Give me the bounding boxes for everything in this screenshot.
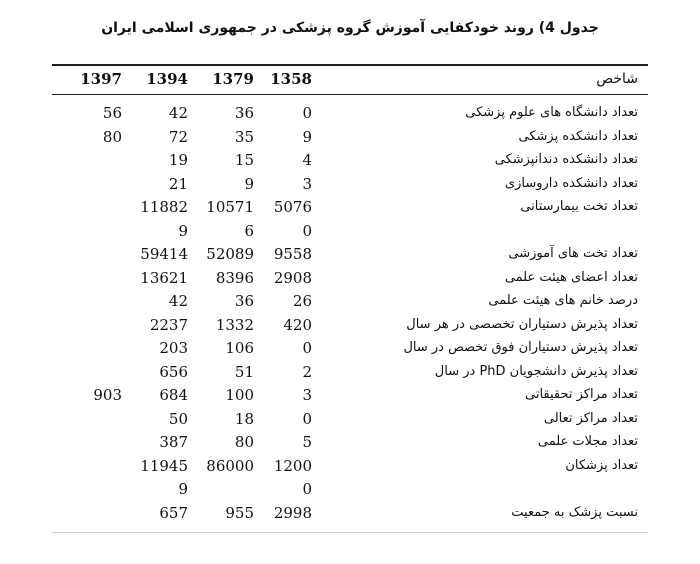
row-label: تعداد مجلات علمی <box>537 434 638 449</box>
cell-1358: 5 <box>302 433 312 451</box>
table-row <box>52 290 648 314</box>
cell-1379: 35 <box>234 127 254 146</box>
cell-1394: 9 <box>178 221 188 240</box>
cell-1379: 955 <box>225 503 254 522</box>
table-row <box>52 455 648 479</box>
cell-1379: 36 <box>234 104 254 122</box>
table-row <box>52 126 648 150</box>
cell-1379: 36 <box>234 292 254 310</box>
cell-1394: 50 <box>168 409 188 428</box>
table-header <box>52 64 648 94</box>
cell-1394: 203 <box>159 339 188 357</box>
cell-1394: 684 <box>159 386 188 404</box>
cell-1358: 0 <box>302 480 312 498</box>
table-body <box>52 102 648 525</box>
cell-1394: 2237 <box>149 315 188 334</box>
table-row <box>52 314 648 338</box>
cell-1379: 86000 <box>206 456 254 475</box>
cell-1358: 0 <box>302 339 312 357</box>
table-row <box>52 502 648 526</box>
table-row <box>52 102 648 126</box>
row-label: تعداد تخت بیمارستانی <box>520 199 638 214</box>
cell-1394: 11945 <box>140 456 188 475</box>
header-indicator: شاخص <box>596 71 638 87</box>
cell-1358: 3 <box>302 174 312 193</box>
cell-1397: 903 <box>93 386 122 404</box>
table-row <box>52 196 648 220</box>
header-1394: 1394 <box>146 70 188 88</box>
row-label: تعداد مراکز تعالی <box>543 410 638 426</box>
header-1379: 1379 <box>212 70 254 88</box>
row-label: تعداد پذیرش دستیاران فوق تخصص در سال <box>403 340 638 355</box>
cell-1358: 420 <box>283 315 312 334</box>
cell-1379: 18 <box>234 409 254 428</box>
cell-1394: 42 <box>168 292 188 310</box>
cell-1379: 15 <box>234 151 254 169</box>
cell-1394: 59414 <box>140 245 188 263</box>
cell-1358: 26 <box>292 292 312 310</box>
cell-1379: 52089 <box>206 245 254 263</box>
row-label: تعداد دانشگاه های علوم پزشکی <box>465 105 638 120</box>
cell-1379: 10571 <box>206 198 254 216</box>
cell-1379: 100 <box>225 386 254 404</box>
cell-1394: 19 <box>168 151 188 169</box>
cell-1394: 656 <box>159 362 188 381</box>
cell-1394: 657 <box>159 503 188 522</box>
cell-1358: 9 <box>302 127 312 146</box>
cell-1379: 8396 <box>215 268 254 287</box>
cell-1394: 387 <box>159 433 188 451</box>
cell-1379: 106 <box>225 339 254 357</box>
cell-1358: 2998 <box>273 503 312 522</box>
cell-1358: 0 <box>302 104 312 122</box>
cell-1379: 1332 <box>215 315 254 334</box>
cell-1358: 9558 <box>273 245 312 263</box>
header-1397: 1397 <box>80 70 122 88</box>
cell-1358: 5076 <box>273 198 312 216</box>
table-row <box>52 408 648 432</box>
cell-1379: 6 <box>244 221 254 240</box>
row-label: تعداد پزشکان <box>565 457 638 473</box>
row-label: تعداد پذیرش دانشجویان PhD در سال <box>434 363 638 379</box>
cell-1397: 56 <box>102 104 122 122</box>
row-label: درصد خانم های هیئت علمی <box>488 293 638 308</box>
table-row <box>52 337 648 361</box>
table-row <box>52 384 648 408</box>
row-label: تعداد اعضای هیئت علمی <box>504 269 638 285</box>
row-label: تعداد تخت های آموزشی <box>508 246 638 261</box>
table-row <box>52 431 648 455</box>
row-label: تعداد دانشکده داروسازی <box>504 175 638 191</box>
bottom-rule <box>52 532 648 533</box>
table-row <box>52 267 648 291</box>
header-1358: 1358 <box>270 70 312 88</box>
table-row <box>52 173 648 197</box>
cell-1358: 4 <box>302 151 312 169</box>
cell-1379: 51 <box>234 362 254 381</box>
table-title: جدول 4) روند خودکفایی آموزش گروه پزشکی در جمهوری اسلامی ایران <box>101 20 599 36</box>
table-row <box>52 149 648 173</box>
cell-1379: 9 <box>244 174 254 193</box>
cell-1358: 1200 <box>273 456 312 475</box>
cell-1358: 2 <box>302 362 312 381</box>
cell-1394: 11882 <box>140 198 188 216</box>
table-row <box>52 243 648 267</box>
row-label: تعداد دانشکده پزشکی <box>518 128 638 144</box>
cell-1379: 80 <box>234 433 254 451</box>
cell-1397: 80 <box>102 127 122 146</box>
row-label: تعداد پذیرش دستیاران تخصصی در هر سال <box>406 316 638 332</box>
header-rule <box>52 94 648 95</box>
cell-1358: 0 <box>302 221 312 240</box>
cell-1358: 2908 <box>273 268 312 287</box>
row-label: تعداد دانشکده دندانپزشکی <box>494 152 638 167</box>
cell-1358: 3 <box>302 386 312 404</box>
table-row <box>52 361 648 385</box>
cell-1394: 72 <box>168 127 188 146</box>
row-label: تعداد مراکز تحقیقاتی <box>525 387 638 402</box>
table-row <box>52 220 648 244</box>
cell-1394: 9 <box>178 480 188 498</box>
row-label: نسبت پزشک به جمعیت <box>511 504 638 520</box>
table-row <box>52 478 648 502</box>
cell-1394: 42 <box>168 104 188 122</box>
cell-1358: 0 <box>302 409 312 428</box>
cell-1394: 21 <box>168 174 188 193</box>
cell-1394: 13621 <box>140 268 188 287</box>
